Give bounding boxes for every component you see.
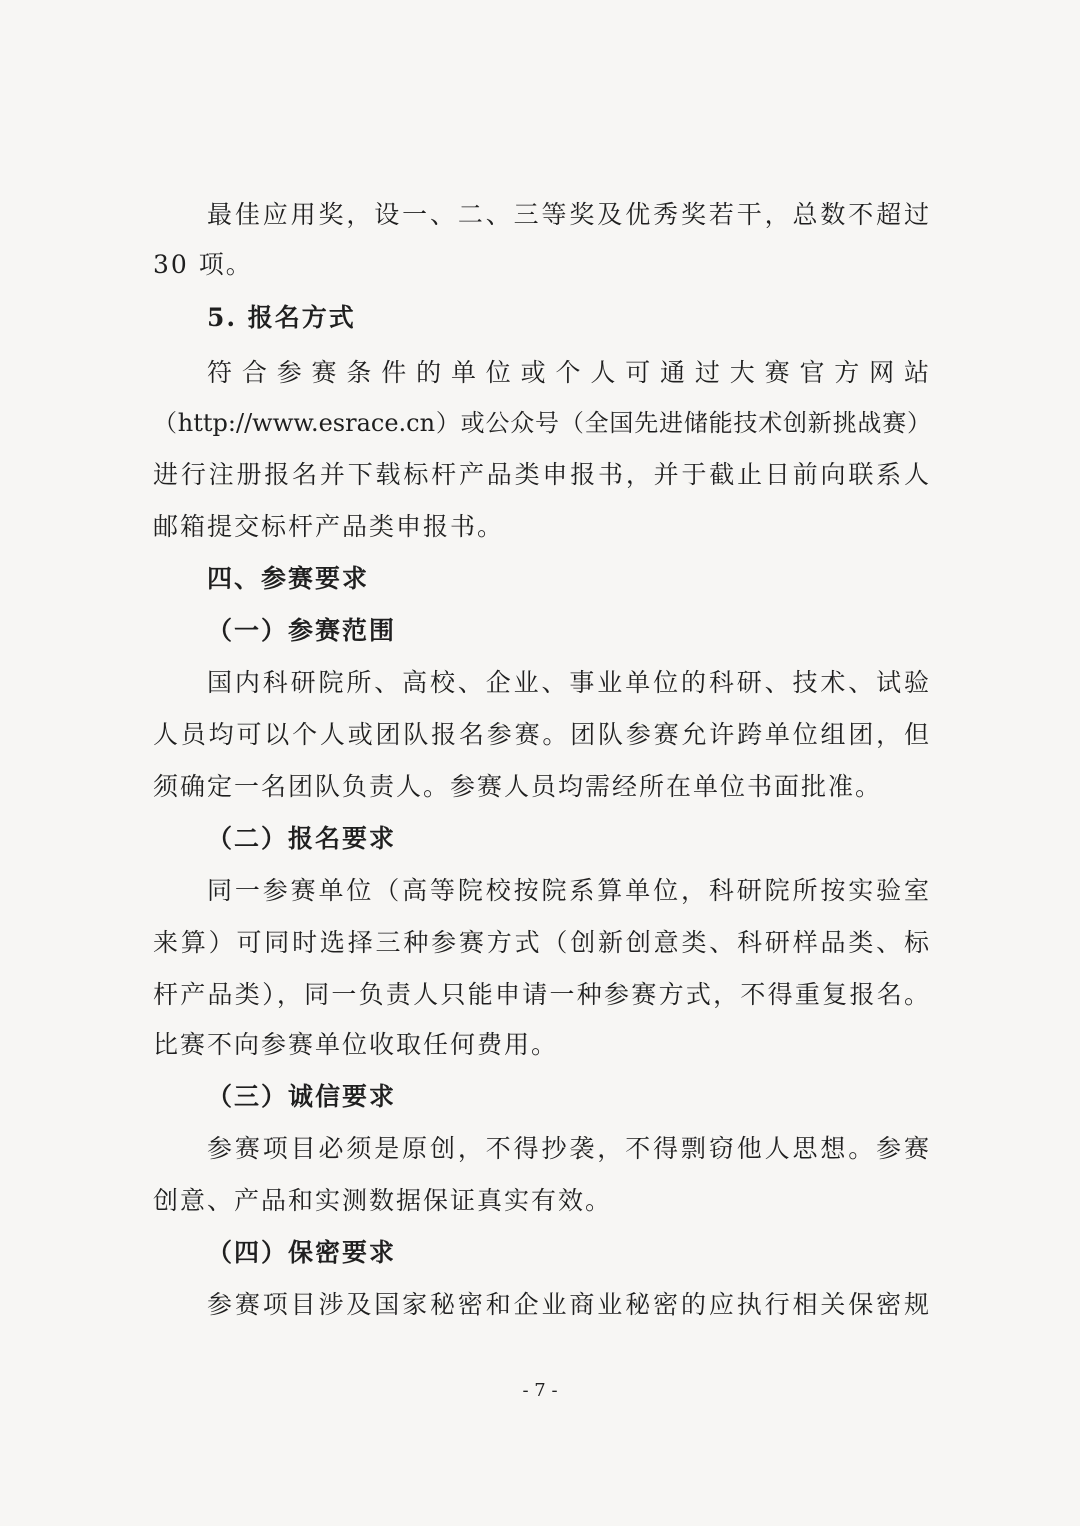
paragraph-line: 创意、产品和实测数据保证真实有效。 — [153, 1186, 613, 1215]
paragraph-line: 杆产品类），同一负责人只能申请一种参赛方式，不得重复报名。 — [153, 980, 931, 1009]
paragraph-line: 参赛项目必须是原创，不得抄袭，不得剽窃他人思想。参赛 — [207, 1134, 931, 1163]
subsection-heading-scope: （一）参赛范围 — [207, 616, 397, 645]
paragraph-line: 比赛不向参赛单位收取任何费用。 — [153, 1030, 559, 1059]
subsection-heading-registration: （二）报名要求 — [207, 824, 397, 853]
paragraph-line: 进行注册报名并下载标杆产品类申报书，并于截止日前向联系人 — [153, 460, 931, 489]
paragraph-line: 人员均可以个人或团队报名参赛。团队参赛允许跨单位组团，但 — [153, 720, 931, 749]
paragraph-line: 须确定一名团队负责人。参赛人员均需经所在单位书面批准。 — [153, 772, 883, 801]
paragraph-line: 国内科研院所、高校、企业、事业单位的科研、技术、试验 — [207, 668, 931, 697]
subsection-heading-confidentiality: （四）保密要求 — [207, 1238, 397, 1267]
subsection-heading-integrity: （三）诚信要求 — [207, 1082, 397, 1111]
paragraph-line: 参赛项目涉及国家秘密和企业商业秘密的应执行相关保密规 — [207, 1290, 931, 1319]
paragraph-line: 邮箱提交标杆产品类申报书。 — [153, 512, 505, 541]
paragraph-line: 最佳应用奖，设一、二、三等奖及优秀奖若干，总数不超过 — [207, 200, 931, 229]
section-heading-4: 四、参赛要求 — [207, 564, 370, 593]
paragraph-line: 符合参赛条件的单位或个人可通过大赛官方网站 — [207, 358, 931, 387]
section-heading-5: 5. 报名方式 — [207, 303, 356, 332]
paragraph-line: （http://www.esrace.cn）或公众号（全国先进储能技术创新挑战赛） — [153, 409, 931, 437]
paragraph-line: 来算）可同时选择三种参赛方式（创新创意类、科研样品类、标 — [153, 928, 931, 957]
paragraph-line: 30 项。 — [153, 250, 253, 279]
paragraph-line: 同一参赛单位（高等院校按院系算单位，科研院所按实验室 — [207, 876, 931, 905]
page-number: - 7 - — [522, 1380, 558, 1401]
